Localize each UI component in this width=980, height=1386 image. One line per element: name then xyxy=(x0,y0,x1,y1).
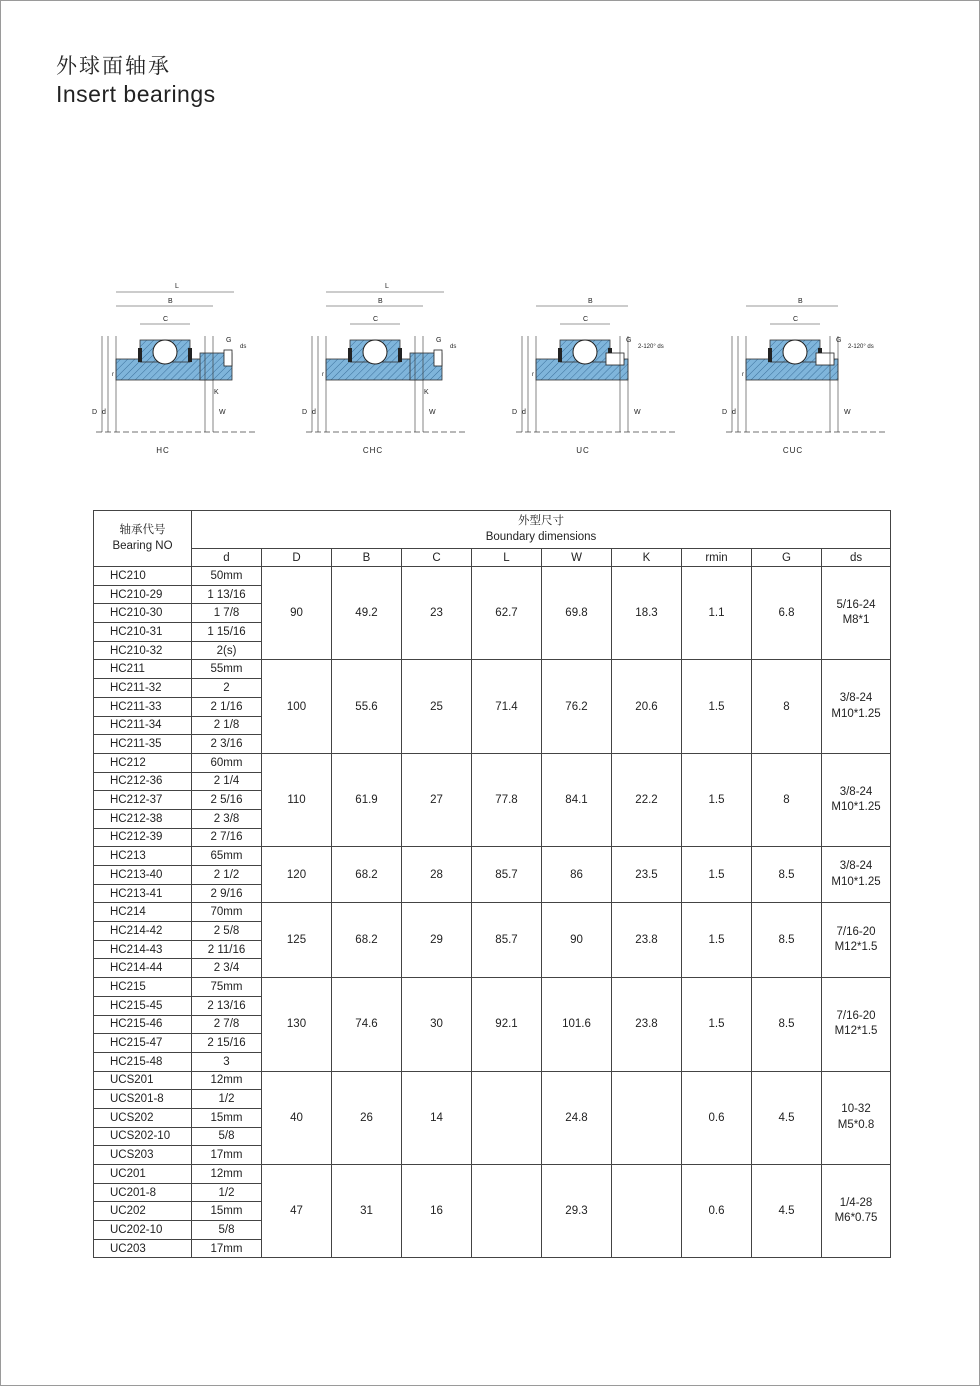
page-title-english: Insert bearings xyxy=(56,81,216,107)
value-k-cell xyxy=(612,1071,682,1164)
ds-inch: 7/16-20 xyxy=(836,925,876,938)
value-w-cell: 101.6 xyxy=(542,978,612,1071)
bearing-no-cell: HC211 xyxy=(94,660,192,679)
bearing-no-cell: HC214-43 xyxy=(94,940,192,959)
ds-inch: 3/8-24 xyxy=(839,860,873,873)
bearing-no-cell: UC201 xyxy=(94,1165,192,1184)
bearing-no-cell: HC210-31 xyxy=(94,623,192,642)
bore-d-cell: 2 13/16 xyxy=(192,996,262,1015)
dim-letter-l: L xyxy=(385,283,389,290)
value-ds-cell xyxy=(822,1071,891,1164)
value-b-cell: 61.9 xyxy=(332,753,402,846)
dim-letter-ds: 2-120° ds xyxy=(848,344,874,350)
page-title-chinese: 外球面轴承 xyxy=(56,55,171,78)
dim-letter-w: W xyxy=(429,409,436,416)
dim-letter-d-bore: d xyxy=(312,409,316,416)
value-ds-cell xyxy=(822,567,891,660)
bearing-diagram-uc xyxy=(488,270,678,470)
bore-d-cell: 2 3/4 xyxy=(192,959,262,978)
bearing-no-cell: HC213-40 xyxy=(94,866,192,885)
ds-inch: 5/16-24 xyxy=(836,598,876,611)
value-g-cell: 8.5 xyxy=(752,847,822,903)
bore-d-cell: 50mm xyxy=(192,567,262,586)
ds-metric: M5*0.8 xyxy=(837,1118,875,1131)
value-g-cell: 6.8 xyxy=(752,567,822,660)
diagram-label-cuc: CUC xyxy=(782,446,804,455)
value-w-cell: 24.8 xyxy=(542,1071,612,1164)
value-c-cell: 27 xyxy=(402,753,472,846)
table-row xyxy=(94,978,891,997)
dim-letter-c: C xyxy=(793,316,799,323)
bearing-no-cell: UCS201-8 xyxy=(94,1090,192,1109)
bore-d-cell: 2 3/16 xyxy=(192,735,262,754)
bearing-no-cell: UCS202 xyxy=(94,1108,192,1127)
ds-inch: 7/16-20 xyxy=(836,1009,876,1022)
bearing-diagram-cuc xyxy=(698,270,888,470)
value-g-cell: 8.5 xyxy=(752,978,822,1071)
bore-d-cell: 5/8 xyxy=(192,1127,262,1146)
value-k-cell: 23.5 xyxy=(612,847,682,903)
bore-d-cell: 65mm xyxy=(192,847,262,866)
table-row xyxy=(94,847,891,866)
bore-d-cell: 15mm xyxy=(192,1202,262,1221)
bore-d-cell: 55mm xyxy=(192,660,262,679)
bearing-no-cell: UC202-10 xyxy=(94,1221,192,1240)
column-header-g: G xyxy=(752,549,822,567)
column-header-l: L xyxy=(472,549,542,567)
value-k-cell: 23.8 xyxy=(612,978,682,1071)
bore-d-cell: 2 3/8 xyxy=(192,809,262,828)
dim-letter-w: W xyxy=(219,409,226,416)
column-header-d: D xyxy=(262,549,332,567)
value-rmin-cell: 1.5 xyxy=(682,978,752,1071)
bearing-no-cell: HC214-42 xyxy=(94,922,192,941)
value-d-cell: 90 xyxy=(262,567,332,660)
dim-letter-b: B xyxy=(588,298,593,305)
bore-d-cell: 12mm xyxy=(192,1071,262,1090)
bearing-no-cell: UC201-8 xyxy=(94,1183,192,1202)
column-header-b: B xyxy=(332,549,402,567)
value-rmin-cell: 1.1 xyxy=(682,567,752,660)
bearing-no-cell: HC210 xyxy=(94,567,192,586)
bearing-no-header xyxy=(94,511,192,567)
value-g-cell: 8 xyxy=(752,660,822,753)
dim-letter-w: W xyxy=(844,409,851,416)
value-l-cell: 71.4 xyxy=(472,660,542,753)
ds-metric: M12*1.5 xyxy=(834,1025,878,1038)
value-w-cell: 29.3 xyxy=(542,1165,612,1258)
dim-letter-d-outer: D xyxy=(302,409,308,416)
bearing-no-cell: UCS202-10 xyxy=(94,1127,192,1146)
value-l-cell: 62.7 xyxy=(472,567,542,660)
value-c-cell: 23 xyxy=(402,567,472,660)
ds-metric: M8*1 xyxy=(842,614,870,627)
bore-d-cell: 3 xyxy=(192,1052,262,1071)
dim-letter-d-bore: d xyxy=(522,409,526,416)
ds-metric: M6*0.75 xyxy=(834,1212,878,1225)
value-l-cell: 92.1 xyxy=(472,978,542,1071)
bearing-no-header-en: Bearing NO xyxy=(112,539,173,552)
value-g-cell: 4.5 xyxy=(752,1165,822,1258)
bore-d-cell: 17mm xyxy=(192,1239,262,1258)
value-k-cell xyxy=(612,1165,682,1258)
bearing-diagram-hc xyxy=(68,270,258,470)
value-d-cell: 130 xyxy=(262,978,332,1071)
value-l-cell: 77.8 xyxy=(472,753,542,846)
dim-letter-c: C xyxy=(373,316,379,323)
bore-d-cell: 1 7/8 xyxy=(192,604,262,623)
bore-d-cell: 15mm xyxy=(192,1108,262,1127)
dim-letter-g: G xyxy=(626,337,632,344)
bore-d-cell: 2 xyxy=(192,679,262,698)
value-d-cell: 40 xyxy=(262,1071,332,1164)
ds-inch: 3/8-24 xyxy=(839,785,873,798)
value-ds-cell xyxy=(822,978,891,1071)
table-row xyxy=(94,660,891,679)
value-b-cell: 49.2 xyxy=(332,567,402,660)
bore-d-cell: 1/2 xyxy=(192,1183,262,1202)
value-c-cell: 25 xyxy=(402,660,472,753)
dim-letter-w: W xyxy=(634,409,641,416)
bearing-no-cell: HC214-44 xyxy=(94,959,192,978)
dim-letter-b: B xyxy=(798,298,803,305)
value-c-cell: 30 xyxy=(402,978,472,1071)
table-row xyxy=(94,903,891,922)
table-row xyxy=(94,753,891,772)
bore-d-cell: 17mm xyxy=(192,1146,262,1165)
column-header-c: C xyxy=(402,549,472,567)
dim-letter-g: G xyxy=(836,337,842,344)
bore-d-cell: 60mm xyxy=(192,753,262,772)
value-ds-cell xyxy=(822,847,891,903)
value-ds-cell xyxy=(822,660,891,753)
bearing-no-cell: HC215-47 xyxy=(94,1034,192,1053)
value-c-cell: 28 xyxy=(402,847,472,903)
bore-d-cell: 2(s) xyxy=(192,641,262,660)
bearing-no-cell: HC211-35 xyxy=(94,735,192,754)
dim-letter-g: G xyxy=(226,337,232,344)
dim-letter-b: B xyxy=(378,298,383,305)
dim-letter-c: C xyxy=(163,316,169,323)
value-b-cell: 74.6 xyxy=(332,978,402,1071)
bore-d-cell: 2 1/4 xyxy=(192,772,262,791)
dim-letter-d-outer: D xyxy=(722,409,728,416)
boundary-dimensions-header xyxy=(192,511,891,549)
ds-metric: M10*1.25 xyxy=(831,801,881,814)
bearing-no-header-cn: 轴承代号 xyxy=(119,523,166,536)
diagram-label-chc: CHC xyxy=(362,446,384,455)
bearing-no-cell: HC211-34 xyxy=(94,716,192,735)
value-w-cell: 90 xyxy=(542,903,612,978)
bearing-no-cell: HC213-41 xyxy=(94,884,192,903)
bearing-no-cell: UC202 xyxy=(94,1202,192,1221)
column-header-rmin: rmin xyxy=(682,549,752,567)
bearing-no-cell: UCS203 xyxy=(94,1146,192,1165)
value-rmin-cell: 0.6 xyxy=(682,1165,752,1258)
value-ds-cell xyxy=(822,753,891,846)
bore-d-cell: 2 15/16 xyxy=(192,1034,262,1053)
ds-inch: 1/4-28 xyxy=(839,1196,873,1209)
bore-d-cell: 75mm xyxy=(192,978,262,997)
bearing-no-cell: HC210-32 xyxy=(94,641,192,660)
value-ds-cell xyxy=(822,903,891,978)
bore-d-cell: 2 7/8 xyxy=(192,1015,262,1034)
dim-letter-k: K xyxy=(424,389,429,396)
diagram-label-uc: UC xyxy=(576,446,590,455)
dim-letter-ds: ds xyxy=(450,344,457,350)
dim-letter-r: r xyxy=(742,372,744,378)
value-w-cell: 69.8 xyxy=(542,567,612,660)
value-rmin-cell: 0.6 xyxy=(682,1071,752,1164)
dim-letter-r: r xyxy=(532,372,534,378)
ds-metric: M10*1.25 xyxy=(831,875,881,888)
ds-inch: 10-32 xyxy=(841,1103,871,1116)
bearing-diagram-chc xyxy=(278,270,468,470)
value-rmin-cell: 1.5 xyxy=(682,753,752,846)
bearing-no-cell: UCS201 xyxy=(94,1071,192,1090)
column-header-d: d xyxy=(192,549,262,567)
value-k-cell: 20.6 xyxy=(612,660,682,753)
value-k-cell: 22.2 xyxy=(612,753,682,846)
table-row xyxy=(94,1071,891,1090)
value-d-cell: 47 xyxy=(262,1165,332,1258)
value-l-cell: 85.7 xyxy=(472,903,542,978)
bearing-no-cell: HC215 xyxy=(94,978,192,997)
dim-letter-l: L xyxy=(175,283,179,290)
bearing-no-cell: HC212-39 xyxy=(94,828,192,847)
value-b-cell: 68.2 xyxy=(332,847,402,903)
value-l-cell xyxy=(472,1071,542,1164)
dim-letter-b: B xyxy=(168,298,173,305)
bearing-no-cell: HC212 xyxy=(94,753,192,772)
value-d-cell: 120 xyxy=(262,847,332,903)
bore-d-cell: 2 1/16 xyxy=(192,697,262,716)
value-w-cell: 84.1 xyxy=(542,753,612,846)
value-c-cell: 16 xyxy=(402,1165,472,1258)
bore-d-cell: 1 13/16 xyxy=(192,585,262,604)
table-row xyxy=(94,1165,891,1184)
value-c-cell: 29 xyxy=(402,903,472,978)
value-ds-cell xyxy=(822,1165,891,1258)
bearing-no-cell: HC213 xyxy=(94,847,192,866)
value-rmin-cell: 1.5 xyxy=(682,847,752,903)
value-k-cell: 23.8 xyxy=(612,903,682,978)
bearing-no-cell: HC214 xyxy=(94,903,192,922)
bore-d-cell: 70mm xyxy=(192,903,262,922)
value-b-cell: 55.6 xyxy=(332,660,402,753)
dim-letter-g: G xyxy=(436,337,442,344)
value-l-cell xyxy=(472,1165,542,1258)
column-header-w: W xyxy=(542,549,612,567)
value-rmin-cell: 1.5 xyxy=(682,660,752,753)
value-g-cell: 8 xyxy=(752,753,822,846)
dim-letter-c: C xyxy=(583,316,589,323)
value-k-cell: 18.3 xyxy=(612,567,682,660)
dim-letter-ds: 2-120° ds xyxy=(638,344,664,350)
column-header-k: K xyxy=(612,549,682,567)
value-g-cell: 4.5 xyxy=(752,1071,822,1164)
dim-letter-d-outer: D xyxy=(92,409,98,416)
bearing-no-cell: HC215-48 xyxy=(94,1052,192,1071)
value-l-cell: 85.7 xyxy=(472,847,542,903)
value-b-cell: 26 xyxy=(332,1071,402,1164)
value-w-cell: 76.2 xyxy=(542,660,612,753)
bore-d-cell: 2 11/16 xyxy=(192,940,262,959)
value-d-cell: 110 xyxy=(262,753,332,846)
value-d-cell: 100 xyxy=(262,660,332,753)
dimensions-table xyxy=(93,510,891,1258)
bearing-no-cell: HC212-37 xyxy=(94,791,192,810)
dim-letter-k: K xyxy=(214,389,219,396)
bore-d-cell: 5/8 xyxy=(192,1221,262,1240)
column-header-ds: ds xyxy=(822,549,891,567)
diagram-label-hc: HC xyxy=(156,446,170,455)
bearing-no-cell: HC211-33 xyxy=(94,697,192,716)
dim-letter-d-bore: d xyxy=(102,409,106,416)
value-w-cell: 86 xyxy=(542,847,612,903)
bearing-no-cell: HC212-36 xyxy=(94,772,192,791)
value-rmin-cell: 1.5 xyxy=(682,903,752,978)
bore-d-cell: 2 1/8 xyxy=(192,716,262,735)
bore-d-cell: 2 5/8 xyxy=(192,922,262,941)
bore-d-cell: 12mm xyxy=(192,1165,262,1184)
boundary-header-cn: 外型尺寸 xyxy=(518,514,565,527)
bearing-no-cell: HC212-38 xyxy=(94,809,192,828)
bore-d-cell: 1/2 xyxy=(192,1090,262,1109)
ds-metric: M12*1.5 xyxy=(834,941,878,954)
ds-metric: M10*1.25 xyxy=(831,707,881,720)
bearing-no-cell: HC210-30 xyxy=(94,604,192,623)
bearing-no-cell: HC210-29 xyxy=(94,585,192,604)
ds-inch: 3/8-24 xyxy=(839,692,873,705)
bore-d-cell: 2 7/16 xyxy=(192,828,262,847)
boundary-header-en: Boundary dimensions xyxy=(485,530,597,543)
value-c-cell: 14 xyxy=(402,1071,472,1164)
dim-letter-r: r xyxy=(112,372,114,378)
bearing-no-cell: UC203 xyxy=(94,1239,192,1258)
bore-d-cell: 1 15/16 xyxy=(192,623,262,642)
dim-letter-ds: ds xyxy=(240,344,247,350)
value-b-cell: 68.2 xyxy=(332,903,402,978)
dim-letter-d-bore: d xyxy=(732,409,736,416)
bore-d-cell: 2 9/16 xyxy=(192,884,262,903)
value-d-cell: 125 xyxy=(262,903,332,978)
dim-letter-d-outer: D xyxy=(512,409,518,416)
dim-letter-r: r xyxy=(322,372,324,378)
value-g-cell: 8.5 xyxy=(752,903,822,978)
table-row xyxy=(94,567,891,586)
bearing-no-cell: HC211-32 xyxy=(94,679,192,698)
value-b-cell: 31 xyxy=(332,1165,402,1258)
bearing-no-cell: HC215-46 xyxy=(94,1015,192,1034)
bearing-no-cell: HC215-45 xyxy=(94,996,192,1015)
bore-d-cell: 2 1/2 xyxy=(192,866,262,885)
bore-d-cell: 2 5/16 xyxy=(192,791,262,810)
